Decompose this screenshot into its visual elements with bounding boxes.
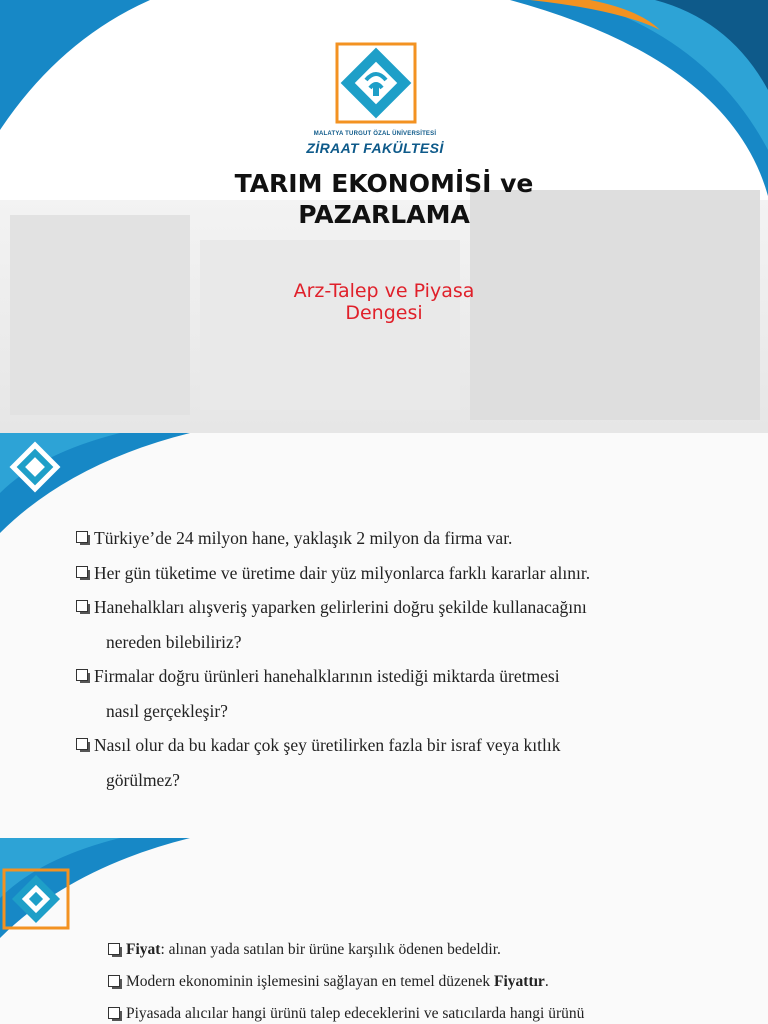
subtitle-line-1: Arz-Talep ve Piyasa bbox=[293, 280, 475, 302]
list-item: Türkiye’de 24 milyon hane, yaklaşık 2 milyon da firma var. bbox=[74, 521, 724, 556]
checkbox-bullet-icon bbox=[76, 600, 88, 612]
logo-caption-faculty: ZİRAAT FAKÜLTESİ bbox=[306, 140, 444, 156]
list-item: Firmalar doğru ürünleri hanehalklarının istediği miktarda üretmesi nasıl gerçekleşir? bbox=[74, 659, 724, 728]
checkbox-bullet-icon bbox=[108, 1007, 120, 1019]
bullet-list bbox=[106, 934, 746, 1024]
checkbox-bullet-icon bbox=[76, 738, 88, 750]
checkbox-bullet-icon bbox=[108, 975, 120, 987]
list-item: Piyasada alıcılar hangi ürünü talep edeceklerini ve satıcılarda hangi ürünü bbox=[106, 998, 746, 1024]
title-slide bbox=[0, 0, 768, 433]
university-logo-icon bbox=[333, 40, 419, 126]
slide-title bbox=[0, 168, 768, 230]
slide-subtitle bbox=[0, 280, 768, 324]
list-item: Fiyat: alınan yada satılan bir ürüne karşılık ödenen bedeldir. bbox=[106, 934, 746, 966]
list-item: Hanehalkları alışveriş yaparken gelirlerini doğru şekilde kullanacağını nereden bilebiliriz? bbox=[74, 590, 724, 659]
bullet-list bbox=[74, 521, 724, 797]
content-slide-3 bbox=[0, 838, 768, 1024]
checkbox-bullet-icon bbox=[76, 566, 88, 578]
background-building-center bbox=[200, 240, 460, 410]
title-line-2: PAZARLAMA bbox=[298, 200, 470, 229]
corner-swoosh-left bbox=[0, 0, 160, 140]
list-item: Modern ekonominin işlemesini sağlayan en temel düzenek Fiyattır. bbox=[106, 966, 746, 998]
content-slide-2 bbox=[0, 433, 768, 838]
title-line-1: TARIM EKONOMİSİ ve bbox=[234, 169, 534, 198]
logo-caption-university: MALATYA TURGUT ÖZAL ÜNİVERSİTESİ bbox=[313, 131, 437, 137]
subtitle-line-2: Dengesi bbox=[345, 302, 423, 324]
list-item: Her gün tüketime ve üretime dair yüz milyonlarca farklı kararlar alınır. bbox=[74, 556, 724, 591]
checkbox-bullet-icon bbox=[108, 943, 120, 955]
checkbox-bullet-icon bbox=[76, 669, 88, 681]
university-logo-icon bbox=[0, 868, 72, 930]
university-logo-icon bbox=[2, 439, 68, 495]
checkbox-bullet-icon bbox=[76, 531, 88, 543]
list-item: Nasıl olur da bu kadar çok şey üretilirken fazla bir israf veya kıtlık görülmez? bbox=[74, 728, 724, 797]
